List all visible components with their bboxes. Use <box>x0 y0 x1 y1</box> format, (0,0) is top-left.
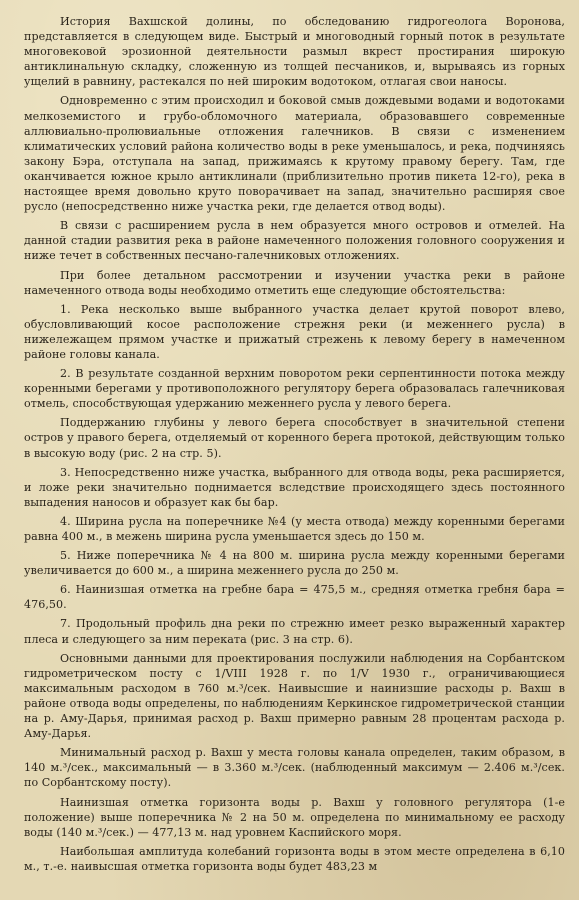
list-item-4: 4. Ширина русла на поперечнике №4 (у места отвода) между коренными берегами равна 400 м., в межень ширина русла уменьшается здесь до 150 м. <box>24 514 565 543</box>
paragraph-min-discharge: Минимальный расход р. Вахш у места головы канала определен, таким образом, в 140 м.³/сек., максимальный — в 3.360 м.³/сек. (наблюденный максимум — 2.406 м.³/сек. по Сорбантскому посту). <box>24 746 565 790</box>
paragraph-side-erosion: Одновременно с этим происходил и боковой смыв дождевыми водами и водотоками мелкоземистого и грубо-обломочного материала, образовавшего современные аллювиально-пролювиальные отложения галечников. В связи с изменением климатических условий района количество воды в реке уменьшалось, и река, подчиняясь закону Бэра, отступала на запад, прижимаясь к крутому правому берегу. Там, где оканчивается южное крыло антиклинали (приблизительно против пикета 12-го), река в настоящее время довольно круто поворачивает на запад, значительно расширяя свое русло (непосредственно ниже участка реки, где делается отвод воды). <box>24 94 565 214</box>
paragraph-detailed-study: При более детальном рассмотрении и изучении участка реки в районе намеченного отвода воды необходимо отметить еще следующие обстоятельства: <box>24 268 565 297</box>
list-item-3: 3. Непосредственно ниже участка, выбранного для отвода воды, река расширяется, и ложе реки значительно поднимается вследствие происходящего здесь постоянного выпадения наносов и образует как бы бар. <box>24 465 565 509</box>
list-item-7: 7. Продольный профиль дна реки по стрежню имеет резко выраженный характер плеса и следующего за ним переката (рис. 3 на стр. 6). <box>24 617 565 646</box>
paragraph-amplitude: Наибольшая амплитуда колебаний горизонта воды в этом месте определена в 6,10 м., т.-е. наивысшая отметка горизонта воды будет 483,23 м <box>24 844 565 873</box>
paragraph-lowest-level: Наинизшая отметка горизонта воды р. Вахш у головного регулятора (1-е положение) выше поперечника № 2 на 50 м. определена по минимальному ее расходу воды (140 м.³/сек.) — 477,13 м. над уровнем Каспийского моря. <box>24 795 565 839</box>
paragraph-design-data: Основными данными для проектирования послужили наблюдения на Сорбантском гидрометрическом посту с 1/VIII 1928 г. по 1/V 1930 г., ограничивающиеся максимальным расходом в 760 м.³/сек. Наивысшие и наинизшие расходы р. Вахш в районе отвода воды определены, по наблюдениям Керкинское гидрометрической станции на р. Аму-Дарья, принимая расход р. Вахш примерно равным 28 процентам расхода р. Аму-Дарья. <box>24 651 565 741</box>
list-item-6: 6. Наинизшая отметка на гребне бара = 475,5 м., средняя отметка гребня бара = 476,50. <box>24 583 565 612</box>
list-item-5: 5. Ниже поперечника № 4 на 800 м. ширина русла между коренными берегами увеличивается до 600 м., а ширина меженнего русла до 250 м. <box>24 549 565 578</box>
paragraph-vakhsh-history: История Вахшской долины, по обследованию гидрогеолога Воронова, представляется в следующем виде. Быстрый и многоводный горный поток в результате многовековой эрозионной деятельности размыл вкрест простирания широкую антиклинальную складку, сложенную из толщей песчаников, и, вырываясь из горных ущелий в равнину, растекался по ней широким водотоком, отлагая свои наносы. <box>24 15 565 89</box>
paragraph-islands: В связи с расширением русла в нем образуется много островов и отмелей. На данной стадии развития река в районе намеченного положения головного сооружения и ниже течет в собственных песчано-галечниковых отложениях. <box>24 219 565 263</box>
paragraph-depth-maintenance: Поддержанию глубины у левого берега способствует в значительной степени остров у правого берега, отделяемый от коренного берега протокой, действующим только в высокую воду (рис. 2 на стр. 5). <box>24 416 565 460</box>
list-item-1: 1. Река несколько выше выбранного участка делает крутой поворот влево, обусловливающий косое расположение стрежня реки (и меженнего русла) в нижележащем прямом участке и прижатый стрежень к левому берегу в намеченном районе головы канала. <box>24 302 565 361</box>
list-item-2: 2. В результате созданной верхним поворотом реки серпентинности потока между коренными берегами у противоположного регулятору берега образовалась галечниковая отмель, способствующая удержанию меженнего русла у левого берега. <box>24 367 565 411</box>
